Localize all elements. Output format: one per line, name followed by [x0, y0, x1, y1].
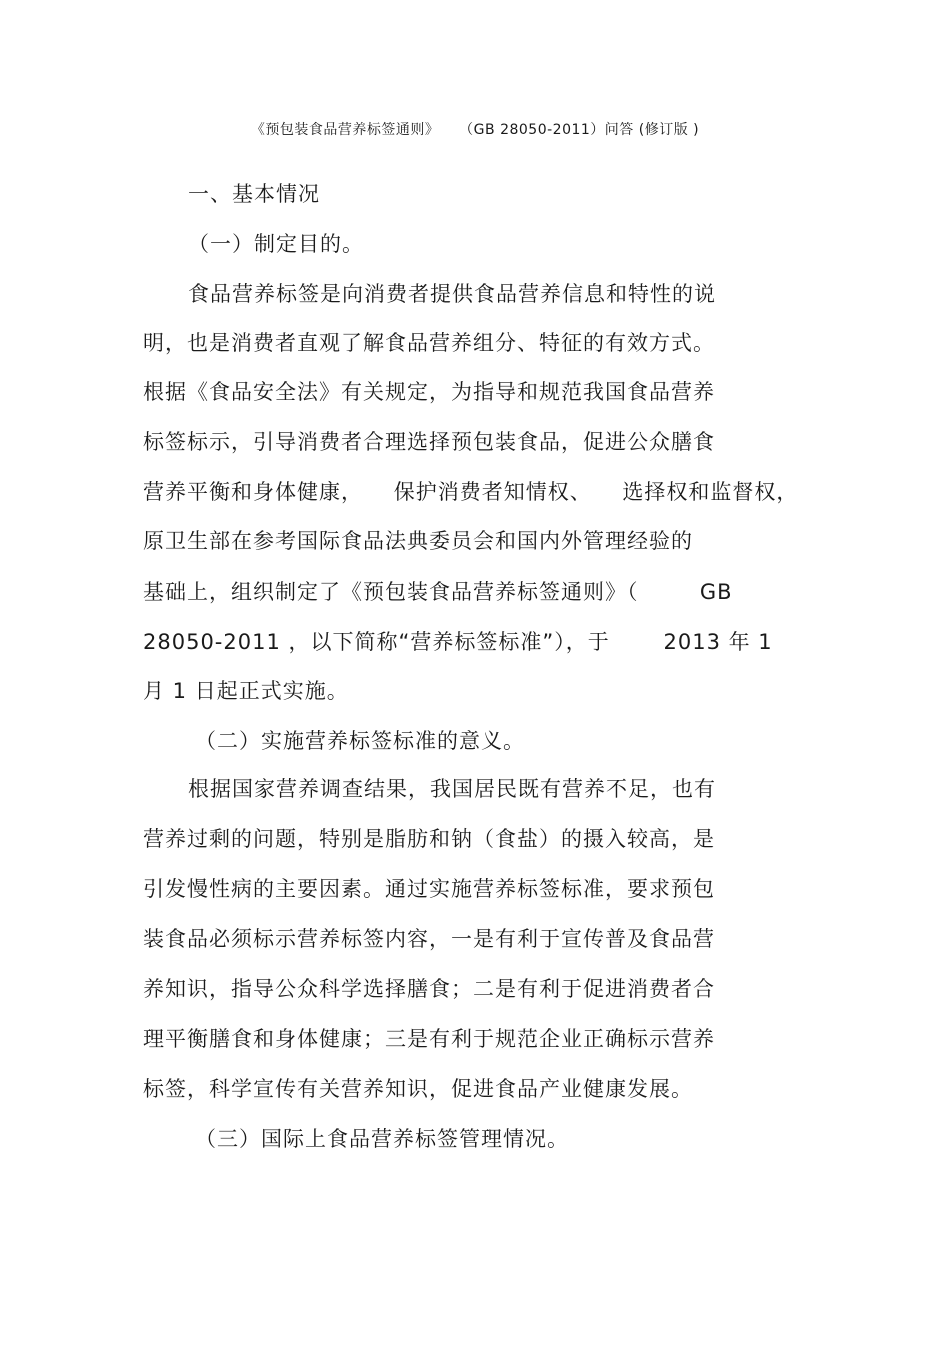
paragraph-line: 月 1 日起正式实施。	[143, 679, 349, 703]
paragraph-line: 理平衡膳食和身体健康；三是有利于规范企业正确标示营养	[143, 1027, 715, 1051]
paragraph-line: 食品营养标签是向消费者提供食品营养信息和特性的说	[188, 282, 716, 306]
subsection-heading: （三）国际上食品营养标签管理情况。	[195, 1127, 569, 1151]
paragraph-line: 标签，科学宣传有关营养知识，促进食品产业健康发展。	[143, 1077, 693, 1101]
paragraph-line: 养知识，指导公众科学选择膳食；二是有利于促进消费者合	[143, 977, 715, 1001]
paragraph-line: 28050-2011 ，以下简称“营养标签标准”），于 2013 年 1	[143, 630, 773, 654]
paragraph-line: 标签标示，引导消费者合理选择预包装食品，促进公众膳食	[143, 430, 715, 454]
paragraph-line: 根据《食品安全法》有关规定，为指导和规范我国食品营养	[143, 380, 715, 404]
paragraph-line: 根据国家营养调查结果，我国居民既有营养不足，也有	[188, 777, 716, 801]
subsection-heading: （一）制定目的。	[188, 232, 364, 256]
paragraph-line: 营养平衡和身体健康， 保护消费者知情权、 选择权和监督权，	[143, 480, 799, 504]
paragraph-line: 引发慢性病的主要因素。通过实施营养标签标准，要求预包	[143, 877, 715, 901]
paragraph-line: 明，也是消费者直观了解食品营养组分、特征的有效方式。	[143, 331, 715, 355]
paragraph-line: 装食品必须标示营养标签内容，一是有利于宣传普及食品营	[143, 927, 715, 951]
paragraph-line: 营养过剩的问题，特别是脂肪和钠（食盐）的摄入较高，是	[143, 827, 715, 851]
section-heading: 一、基本情况	[188, 182, 320, 206]
paragraph-line: 基础上，组织制定了《预包装食品营养标签通则》（ GB	[143, 580, 733, 604]
paragraph-line: 原卫生部在参考国际食品法典委员会和国内外管理经验的	[143, 529, 693, 553]
subsection-heading: （二）实施营养标签标准的意义。	[195, 729, 525, 753]
document-title: 《预包装食品营养标签通则》 （GB 28050-2011）问答 (修订版 )	[250, 122, 700, 138]
